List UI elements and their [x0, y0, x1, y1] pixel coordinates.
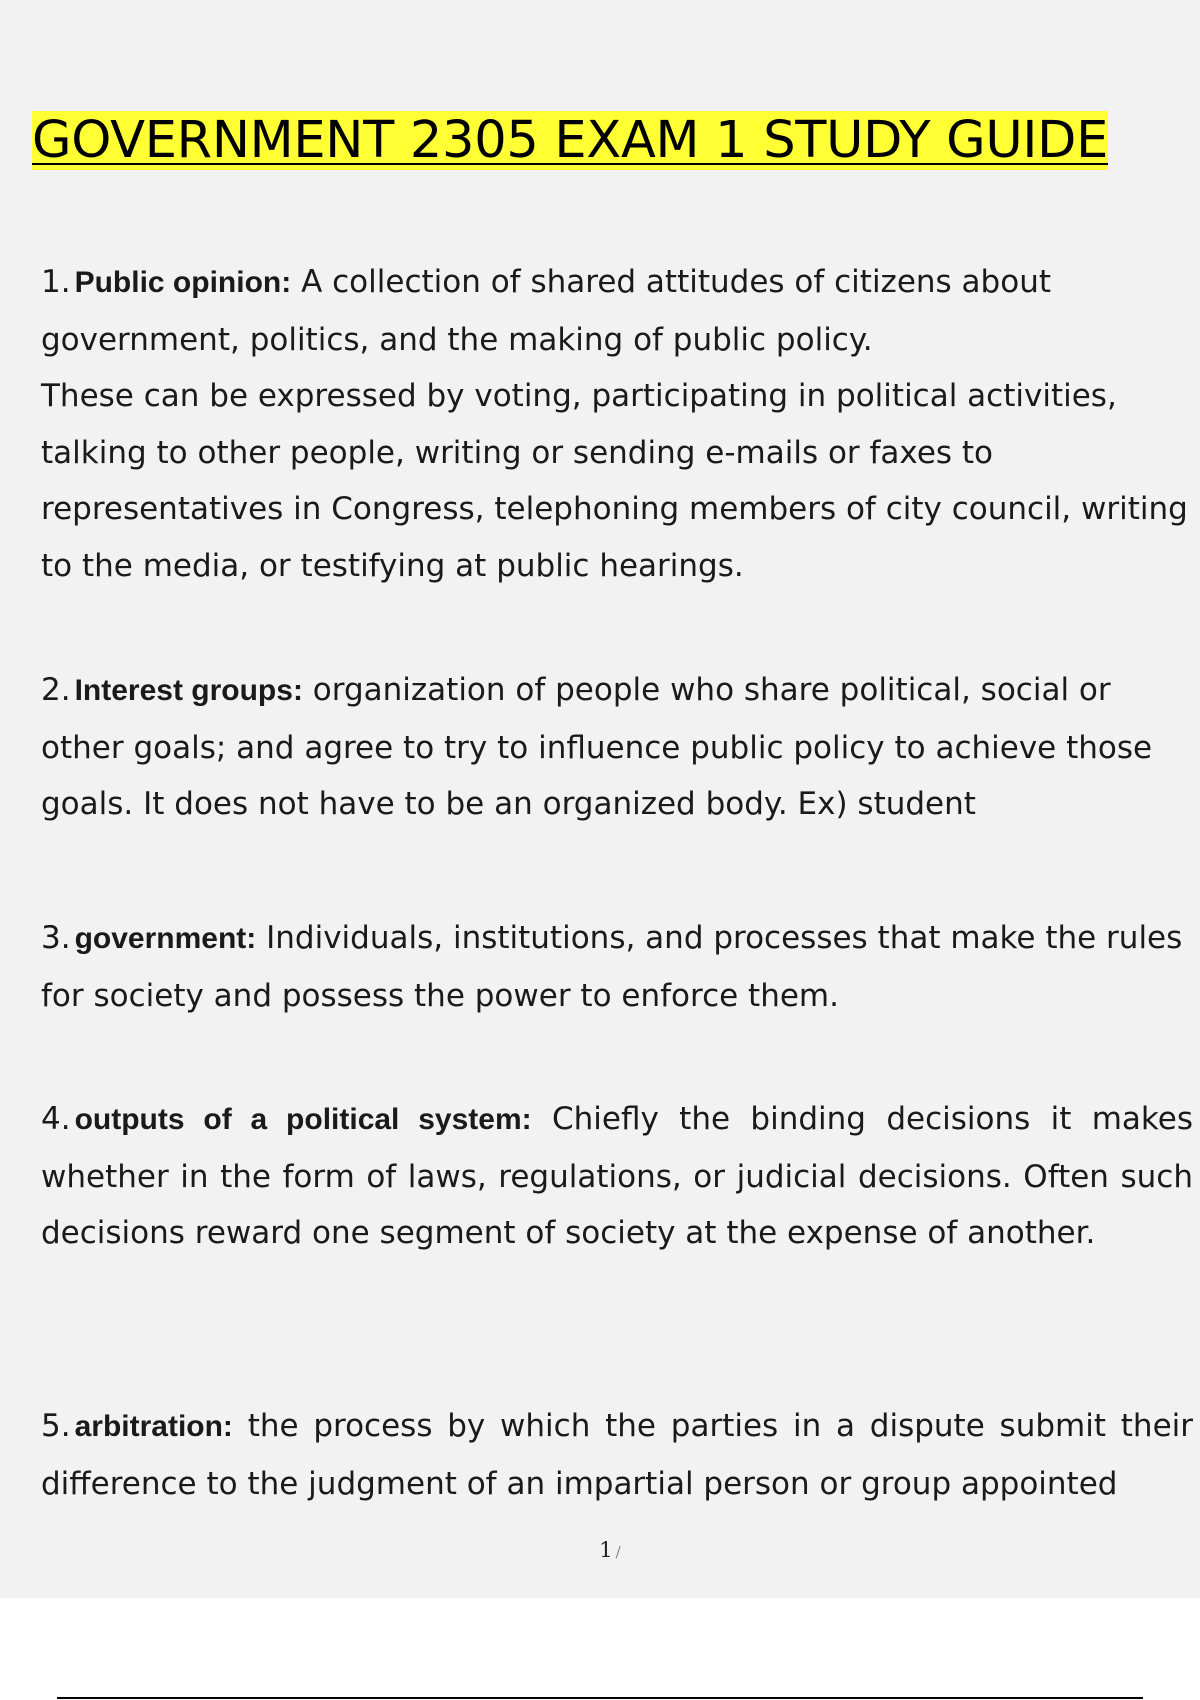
item-term: government:: [74, 922, 257, 955]
item-number: 2.: [41, 672, 71, 708]
study-item-2: [41, 662, 1193, 833]
study-item-1: [41, 254, 1193, 594]
item-number: 5.: [41, 1408, 71, 1444]
document-title-text: GOVERNMENT 2305 EXAM 1 STUDY GUIDE: [32, 111, 1109, 170]
item-number: 4.: [41, 1101, 71, 1137]
item-term: outputs of a political system:: [74, 1103, 532, 1136]
item-definition: A collection of shared attitudes of citizens about government, politics, and the making of public policy.: [41, 264, 1051, 358]
page-number-value: 1: [599, 1538, 613, 1562]
page-number-suffix: /: [615, 1543, 621, 1561]
study-item-5: [41, 1398, 1193, 1512]
item-definition: Chiefly the binding decisions it makes whether in the form of laws, regulations, or judicial decisions. Often such decisions reward one segment of society at the expense of another.: [41, 1101, 1193, 1251]
item-term: Public opinion:: [74, 266, 292, 299]
study-item-4: [41, 1091, 1193, 1262]
item-number: 1.: [41, 264, 71, 300]
item-term: arbitration:: [74, 1410, 233, 1443]
document-title: [32, 108, 1192, 174]
item-number: 3.: [41, 920, 71, 956]
page-number: [0, 1538, 1200, 1562]
item-definition: Individuals, institutions, and processes that make the rules for society and possess the power to enforce them.: [41, 920, 1183, 1014]
item-continuation: These can be expressed by voting, participating in political activities, talking to other people, writing or sending e-mails or faxes to representatives in Congress, telephoning members of city council, writing to the media, or testifying at public hearings.: [41, 378, 1188, 584]
item-definition: organization of people who share political, social or other goals; and agree to try to influence public policy to achieve those goals. It does not have to be an organized body. Ex) student: [41, 672, 1153, 822]
item-term: Interest groups:: [74, 674, 303, 707]
item-definition: the process by which the parties in a dispute submit their difference to the judgment of an impartial person or group appointed: [41, 1408, 1193, 1502]
page-bottom-rule: [57, 1697, 1143, 1699]
study-item-3: [41, 910, 1193, 1024]
